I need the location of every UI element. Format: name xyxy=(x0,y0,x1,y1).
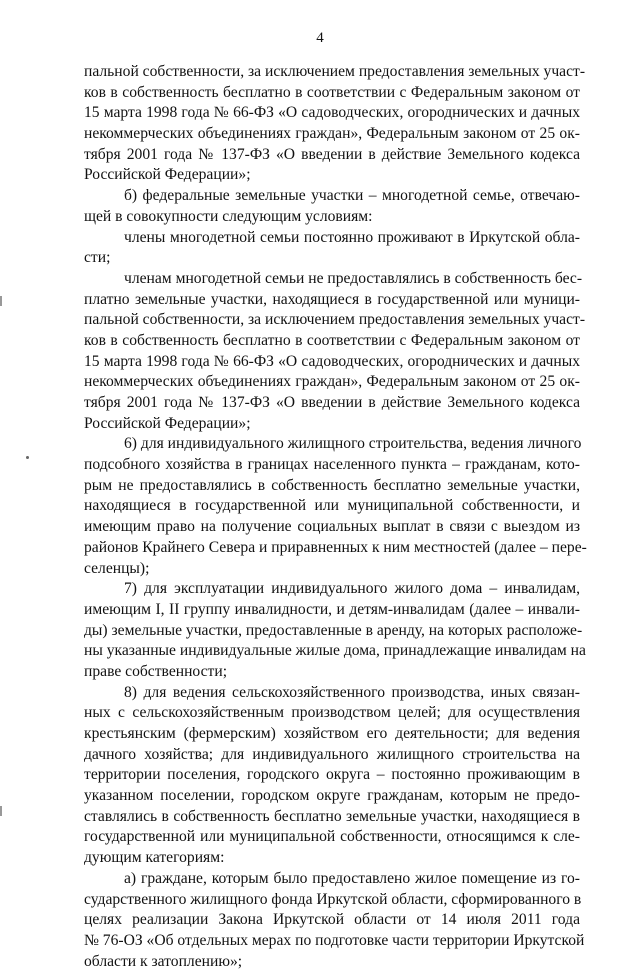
text-line: некоммерческих объединениях граждан», Федеральным законом от 25 ок- xyxy=(84,125,580,143)
scan-edge-mark xyxy=(0,296,2,306)
text-line: щей в совокупности следующим условиям: xyxy=(84,207,373,225)
text-line: 6) для индивидуального жилищного строительства, ведения личного xyxy=(124,435,582,453)
text-line: 15 марта 1998 года № 66-ФЗ «О садоводческих, огороднических и дачных xyxy=(84,104,580,122)
text-line: б) федеральные земельные участки – многодетной семье, отвечаю- xyxy=(124,187,580,205)
text-line: территории поселения, городского округа – постоянно проживающим в xyxy=(84,766,580,784)
text-line: Российской Федерации»; xyxy=(84,166,251,184)
text-line: указанном поселении, городском округе гражданам, которым не предо- xyxy=(84,787,580,805)
text-line: рым не предоставлялись в собственность бесплатно земельные участки, xyxy=(84,476,580,494)
text-line: пальной собственности, за исключением предоставления земельных участ- xyxy=(84,63,586,80)
text-line: 15 марта 1998 года № 66-ФЗ «О садоводческих, огороднических и дачных xyxy=(84,352,580,370)
text-line: имеющим I, II группу инвалидности, и детям-инвалидам (далее – инвали- xyxy=(84,600,580,618)
text-line: ных с сельскохозяйственным производством целей; для осуществления xyxy=(84,704,580,722)
text-line: 8) для ведения сельскохозяйственного производства, иных связан- xyxy=(124,683,580,701)
page-number: 4 xyxy=(316,30,324,46)
text-line: члены многодетной семьи постоянно проживают в Иркутской обла- xyxy=(124,228,580,246)
text-line: сударственного жилищного фонда Иркутской области, сформированного в xyxy=(84,890,582,908)
text-line: № 76-ОЗ «Об отдельных мерах по подготовке части территории Иркутской xyxy=(84,931,585,949)
text-line: членам многодетной семьи не предоставлялись в собственность бес- xyxy=(124,269,583,287)
text-line: целях реализации Закона Иркутской области от 14 июля 2011 года xyxy=(84,911,580,929)
text-line: некоммерческих объединениях граждан», Федеральным законом от 25 ок- xyxy=(84,373,580,391)
text-line: тября 2001 года № 137-ФЗ «О введении в действие Земельного кодекса xyxy=(84,145,580,163)
text-line: Российской Федерации»; xyxy=(84,414,251,432)
text-line: имеющим право на получение социальных выплат в связи с выездом из xyxy=(84,518,580,536)
text-line: государственной или муниципальной собственности, относящимся к сле- xyxy=(84,828,580,846)
text-line: тября 2001 года № 137-ФЗ «О введении в действие Земельного кодекса xyxy=(84,394,580,411)
text-line: дующим категориям: xyxy=(84,849,225,867)
document-body xyxy=(84,62,587,972)
text-line: ков в собственность бесплатно в соответствии с Федеральным законом от xyxy=(84,331,580,349)
text-line: ны указанные индивидуальные жилые дома, принадлежащие инвалидам на xyxy=(84,642,586,660)
text-line: сти; xyxy=(84,249,111,267)
text-line: ды) земельные участки, предоставленные в аренду, на которых расположе- xyxy=(84,621,583,639)
text-line: селенцы); xyxy=(84,559,150,577)
text-line: ставлялись в собственность бесплатно земельные участки, находящиеся в xyxy=(84,807,580,825)
text-line: а) граждане, которым было предоставлено жилое помещение из го- xyxy=(124,869,580,887)
text-line: крестьянским (фермерским) хозяйством его деятельности; для ведения xyxy=(84,725,580,742)
scan-speck xyxy=(26,456,29,459)
text-line: находящиеся в государственной или муниципальной собственности, и xyxy=(84,497,580,515)
text-line: праве собственности; xyxy=(84,662,228,680)
text-line: платно земельные участки, находящиеся в государственной или муници- xyxy=(84,290,580,308)
scan-edge-mark xyxy=(0,806,2,816)
text-line: ков в собственность бесплатно в соответствии с Федеральным законом от xyxy=(84,83,580,101)
text-line: области к затоплению»; xyxy=(84,952,243,970)
text-line: подсобного хозяйства в границах населенного пункта – гражданам, кото- xyxy=(84,456,580,474)
text-line: 7) для эксплуатации индивидуального жилого дома – инвалидам, xyxy=(124,580,580,598)
text-line: дачного хозяйства; для индивидуального жилищного строительства на xyxy=(84,745,580,763)
text-line: районов Крайнего Севера и приравненных к ним местностей (далее – пере- xyxy=(84,538,587,556)
text-line: пальной собственности, за исключением предоставления земельных участ- xyxy=(84,311,586,329)
